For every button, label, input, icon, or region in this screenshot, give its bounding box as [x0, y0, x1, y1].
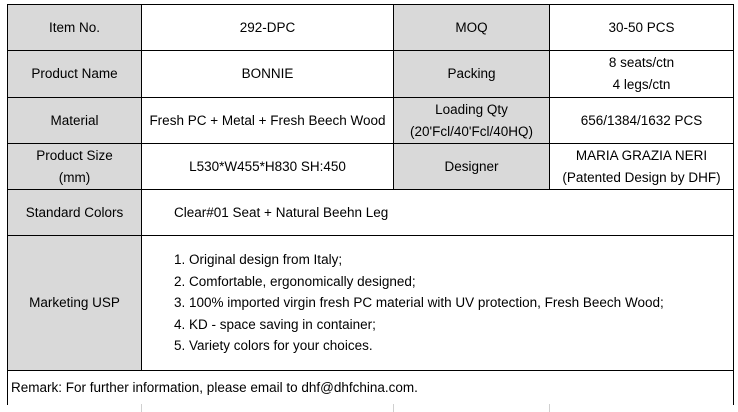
row-material — [8, 98, 734, 144]
packing-value — [550, 51, 734, 98]
marketing-usp-value — [142, 236, 734, 371]
usp-item: 5. Variety colors for your choices. — [174, 338, 373, 354]
material-label: Material — [8, 98, 142, 144]
gridline — [549, 404, 550, 412]
usp-item: 4. KD - space saving in container; — [174, 316, 376, 332]
moq-value: 30-50 PCS — [550, 5, 734, 51]
standard-colors-value: Clear#01 Seat + Natural Beehn Leg — [142, 190, 734, 236]
row-product-name — [8, 51, 734, 98]
product-size-value: L530*W455*H830 SH:450 — [142, 144, 394, 190]
row-marketing-usp — [8, 236, 734, 371]
packing-line-legs: 4 legs/ctn — [612, 77, 671, 92]
loading-qty-label — [394, 98, 550, 144]
packing-line-seats: 8 seats/ctn — [608, 55, 675, 70]
product-size-label — [8, 144, 142, 190]
product-name-value: BONNIE — [142, 51, 394, 98]
usp-item: 1. Original design from Italy; — [174, 252, 343, 268]
material-text: Fresh PC + Metal + Fresh Beech Wood — [149, 112, 386, 128]
item-no-label: Item No. — [8, 5, 142, 51]
row-item-no — [8, 5, 734, 51]
product-size-unit: (mm) — [58, 169, 91, 185]
remark-text: Remark: For further information, please email to dhf@dhfchina.com. — [8, 371, 734, 405]
product-size-title: Product Size — [36, 147, 113, 163]
designer-note: (Patented Design by DHF) — [562, 169, 721, 185]
product-spec-table — [7, 4, 734, 405]
loading-qty-value: 656/1384/1632 PCS — [550, 98, 734, 144]
row-remark — [8, 371, 734, 405]
designer-name: MARIA GRAZIA NERI — [575, 147, 708, 163]
packing-label: Packing — [394, 51, 550, 98]
marketing-usp-label: Marketing USP — [8, 236, 142, 371]
standard-colors-label: Standard Colors — [8, 190, 142, 236]
row-standard-colors — [8, 190, 734, 236]
moq-label: MOQ — [394, 5, 550, 51]
usp-list — [174, 249, 729, 357]
loading-qty-title: Loading Qty — [435, 101, 508, 117]
designer-value — [550, 144, 734, 190]
gridline — [393, 404, 394, 412]
designer-label: Designer — [394, 144, 550, 190]
material-value — [142, 98, 394, 144]
item-no-value: 292-DPC — [142, 5, 394, 51]
product-name-label: Product Name — [8, 51, 142, 98]
row-product-size — [8, 144, 734, 190]
usp-item: 3. 100% imported virgin fresh PC material with UV protection, Fresh Beech Wood; — [174, 295, 664, 311]
gridline — [141, 404, 142, 412]
loading-qty-units: (20'Fcl/40'Fcl/40HQ) — [410, 123, 533, 139]
usp-item: 2. Comfortable, ergonomically designed; — [174, 273, 416, 289]
spreadsheet-gridlines — [7, 404, 733, 412]
